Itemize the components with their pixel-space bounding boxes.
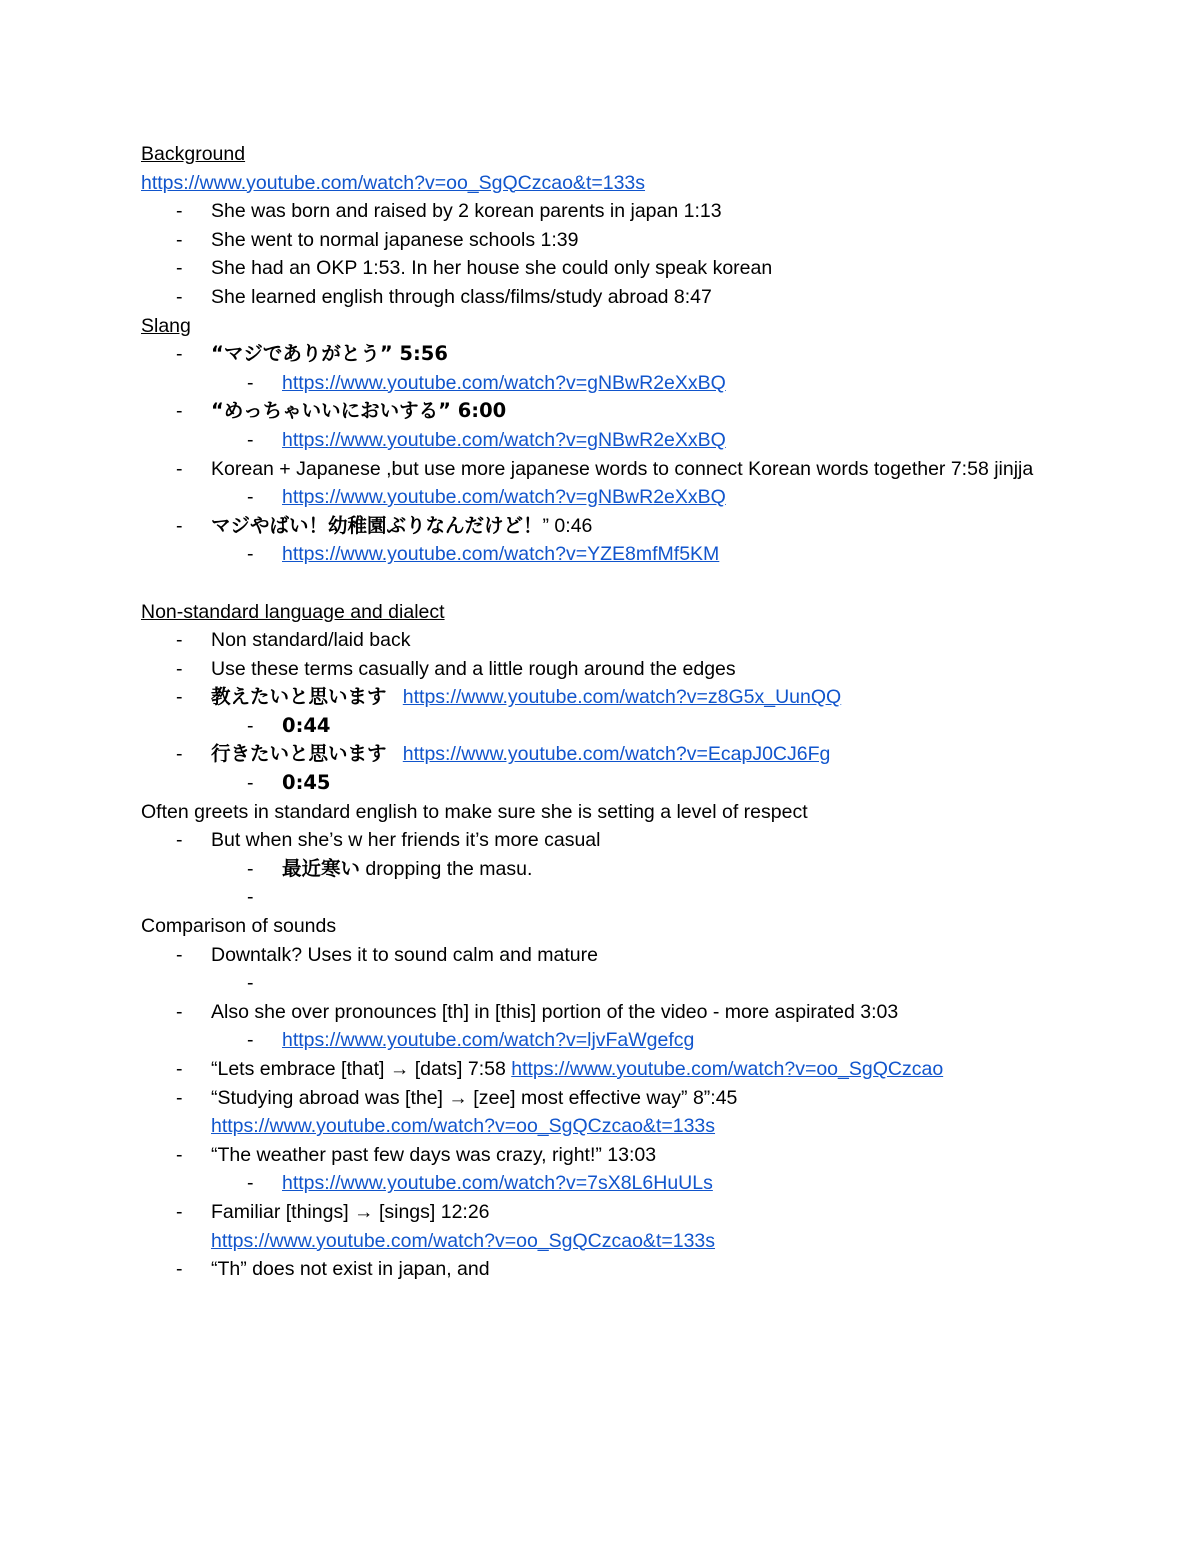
comparison-link[interactable]: https://www.youtube.com/watch?v=oo_SgQCzcao&t=133s (211, 1229, 716, 1252)
list-item: - マジやばい！幼稚園ぶりなんだけど！” 0:46 (176, 513, 593, 537)
list-item: - “The weather past few days was crazy, right!” 13:03 (176, 1143, 657, 1166)
heading-comparison: Comparison of sounds (141, 915, 337, 938)
example-link[interactable]: https://www.youtube.com/watch?v=EcapJ0CJ6Fg (402, 743, 831, 766)
list-item: - She was born and raised by 2 korean parents in japan 1:13 (176, 200, 722, 223)
heading-background: Background (141, 143, 246, 165)
heading-nonstandard: Non-standard language and dialect (141, 600, 445, 623)
list-item: - “めっちゃいいにおいする” 6:00 (176, 399, 507, 423)
list-item: - 0:44 (247, 713, 331, 737)
list-item: - (247, 972, 254, 995)
list-item: - 行きたいと思います https://www.youtube.com/watch?v=EcapJ0CJ6Fg (176, 742, 831, 766)
list-item: - https://www.youtube.com/watch?v=7sX8L6HuULs (247, 1172, 713, 1195)
list-item: - 教えたいと思います https://www.youtube.com/watch?v=z8G5x_UunQQ (176, 685, 842, 709)
list-item: - She went to normal japanese schools 1:39 (176, 228, 579, 251)
list-item: - 最近寒い dropping the masu. (247, 856, 533, 880)
list-item: - https://www.youtube.com/watch?v=gNBwR2eXxBQ (247, 428, 726, 451)
example-link[interactable]: https://www.youtube.com/watch?v=z8G5x_UunQQ (402, 686, 842, 709)
list-item: - https://www.youtube.com/watch?v=YZE8mfMf5KM (247, 543, 720, 566)
list-item (141, 1112, 1041, 1141)
heading-slang: Slang (141, 314, 191, 337)
list-item: - Familiar [things] → [sings] 12:26 (176, 1200, 490, 1223)
background-link[interactable]: https://www.youtube.com/watch?v=oo_SgQCzcao&t=133s (141, 171, 646, 194)
list-item: - “Th” does not exist in japan, and (176, 1258, 490, 1281)
comparison-link[interactable]: https://www.youtube.com/watch?v=oo_SgQCzcao (511, 1058, 944, 1080)
list-item: - (247, 886, 254, 909)
comparison-link[interactable]: https://www.youtube.com/watch?v=oo_SgQCzcao&t=133s (211, 1115, 716, 1138)
slang-link[interactable]: https://www.youtube.com/watch?v=YZE8mfMf5KM (282, 543, 720, 566)
comparison-link[interactable]: https://www.youtube.com/watch?v=ljvFaWgefcg (282, 1029, 695, 1052)
slang-link[interactable]: https://www.youtube.com/watch?v=gNBwR2eXxBQ (282, 371, 726, 394)
list-item (141, 1227, 1041, 1256)
list-item: - https://www.youtube.com/watch?v=gNBwR2eXxBQ (247, 371, 726, 394)
list-item: - Non standard/laid back (176, 629, 411, 652)
list-item: - Use these terms casually and a little rough around the edges (176, 657, 736, 680)
list-item: - But when she’s w her friends it’s more casual (176, 829, 601, 852)
list-item: - “Studying abroad was [the] → [zee] most effective way” 8”:45 (176, 1086, 738, 1109)
list-item: - She learned english through class/films/study abroad 8:47 (176, 285, 712, 308)
list-item: - “マジでありがとう” 5:56 (176, 342, 448, 366)
list-item: - She had an OKP 1:53. In her house she could only speak korean (176, 257, 773, 280)
list-item: - Korean + Japanese ,but use more japanese words to connect Korean words together 7:58 jinjja (176, 457, 1034, 480)
list-item: - Also she over pronounces [th] in [this] portion of the video - more aspirated 3:03 (176, 1000, 899, 1023)
comparison-link[interactable]: https://www.youtube.com/watch?v=7sX8L6HuULs (282, 1172, 713, 1195)
list-item: - “Lets embrace [that] → [dats] 7:58 https://www.youtube.com/watch?v=oo_SgQCzcao (176, 1058, 944, 1080)
paragraph: Often greets in standard english to make sure she is setting a level of respect (141, 800, 808, 823)
slang-link[interactable]: https://www.youtube.com/watch?v=gNBwR2eXxBQ (282, 486, 726, 509)
list-item: - Downtalk? Uses it to sound calm and mature (176, 943, 598, 966)
list-item: - https://www.youtube.com/watch?v=ljvFaWgefcg (247, 1029, 695, 1052)
list-item: - https://www.youtube.com/watch?v=gNBwR2eXxBQ (247, 486, 726, 509)
document-body (141, 140, 1041, 1284)
list-item: - 0:45 (247, 771, 331, 795)
slang-link[interactable]: https://www.youtube.com/watch?v=gNBwR2eXxBQ (282, 428, 726, 451)
